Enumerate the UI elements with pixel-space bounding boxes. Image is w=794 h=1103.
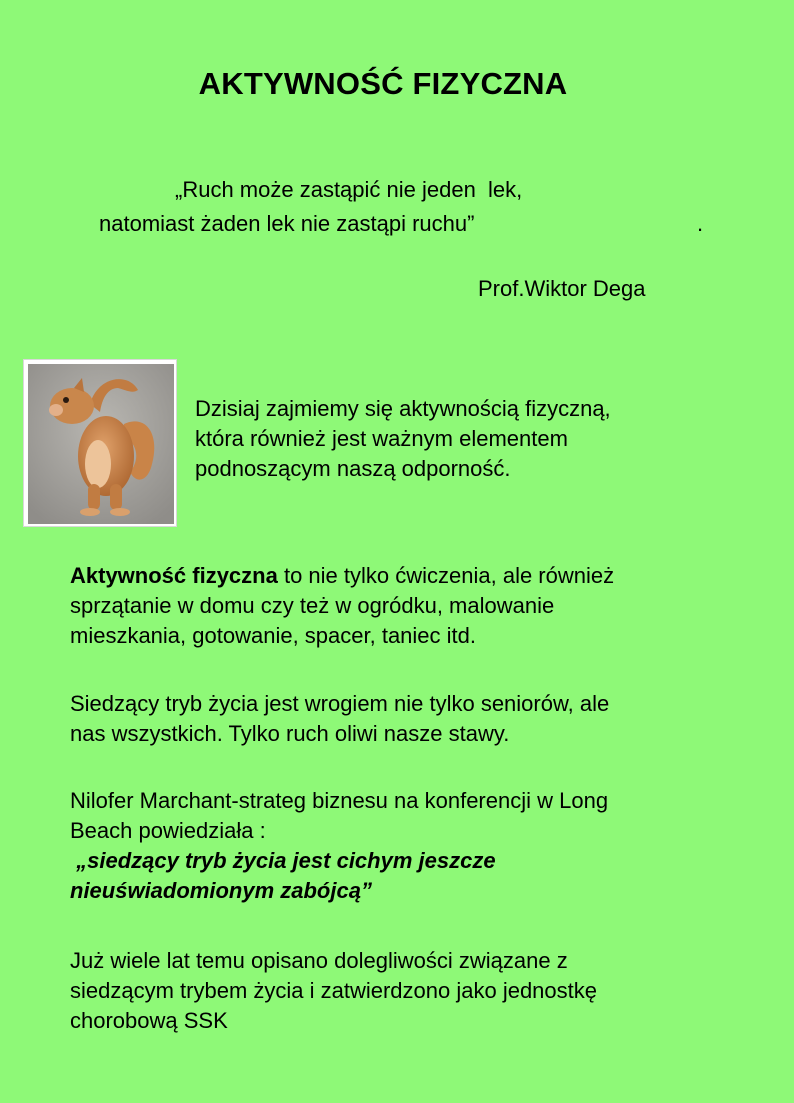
intro-line: Dzisiaj zajmiemy się aktywnością fizyczną, bbox=[195, 396, 611, 421]
intro-paragraph bbox=[195, 394, 755, 484]
paragraph-sedentary-lifestyle bbox=[70, 689, 609, 749]
quote-emphasis-line: nieuświadomionym zabójcą” bbox=[70, 878, 372, 903]
quote-line-1: „Ruch może zastąpić nie jeden lek, bbox=[175, 177, 523, 202]
paragraph-line: Nilofer Marchant-strateg biznesu na konferencji w Long bbox=[70, 788, 609, 813]
paragraph-line: siedzącym trybem życia i zatwierdzono jako jednostkę bbox=[70, 978, 598, 1003]
paragraph-line: mieszkania, gotowanie, spacer, taniec itd. bbox=[70, 623, 477, 648]
paragraph-line: Beach powiedziała : bbox=[70, 818, 266, 843]
paragraph-line: Siedzący tryb życia jest wrogiem nie tylko seniorów, ale bbox=[70, 691, 610, 716]
paragraph-line: Już wiele lat temu opisano dolegliwości związane z bbox=[70, 948, 568, 973]
intro-line: podnoszącym naszą odporność. bbox=[195, 456, 511, 481]
paragraph-marchant-quote bbox=[70, 786, 608, 906]
paragraph-line: nas wszystkich. Tylko ruch oliwi nasze stawy. bbox=[70, 721, 510, 746]
paragraph-line: sprzątanie w domu czy też w ogródku, malowanie bbox=[70, 593, 555, 618]
line-rest: to nie tylko ćwiczenia, ale również bbox=[277, 563, 615, 588]
stretching-squirrel-photo bbox=[23, 359, 177, 527]
quote-trailing-dot: . bbox=[697, 211, 704, 236]
intro-line: która również jest ważnym elementem bbox=[195, 426, 568, 451]
quote-author: Prof.Wiktor Dega bbox=[478, 276, 646, 301]
quote-emphasis-line: „siedzący tryb życia jest cichym jeszcze bbox=[70, 848, 496, 873]
paragraph-line: chorobową SSK bbox=[70, 1008, 228, 1033]
page-title: AKTYWNOŚĆ FIZYCZNA bbox=[198, 66, 568, 101]
paragraph-line bbox=[70, 561, 614, 591]
paragraph-ssk bbox=[70, 946, 597, 1036]
bold-lead: Aktywność fizyczna bbox=[70, 563, 278, 588]
paragraph-physical-activity bbox=[70, 561, 614, 651]
quote-line-2: natomiast żaden lek nie zastąpi ruchu” bbox=[99, 211, 475, 236]
squirrel-illustration bbox=[28, 364, 174, 524]
